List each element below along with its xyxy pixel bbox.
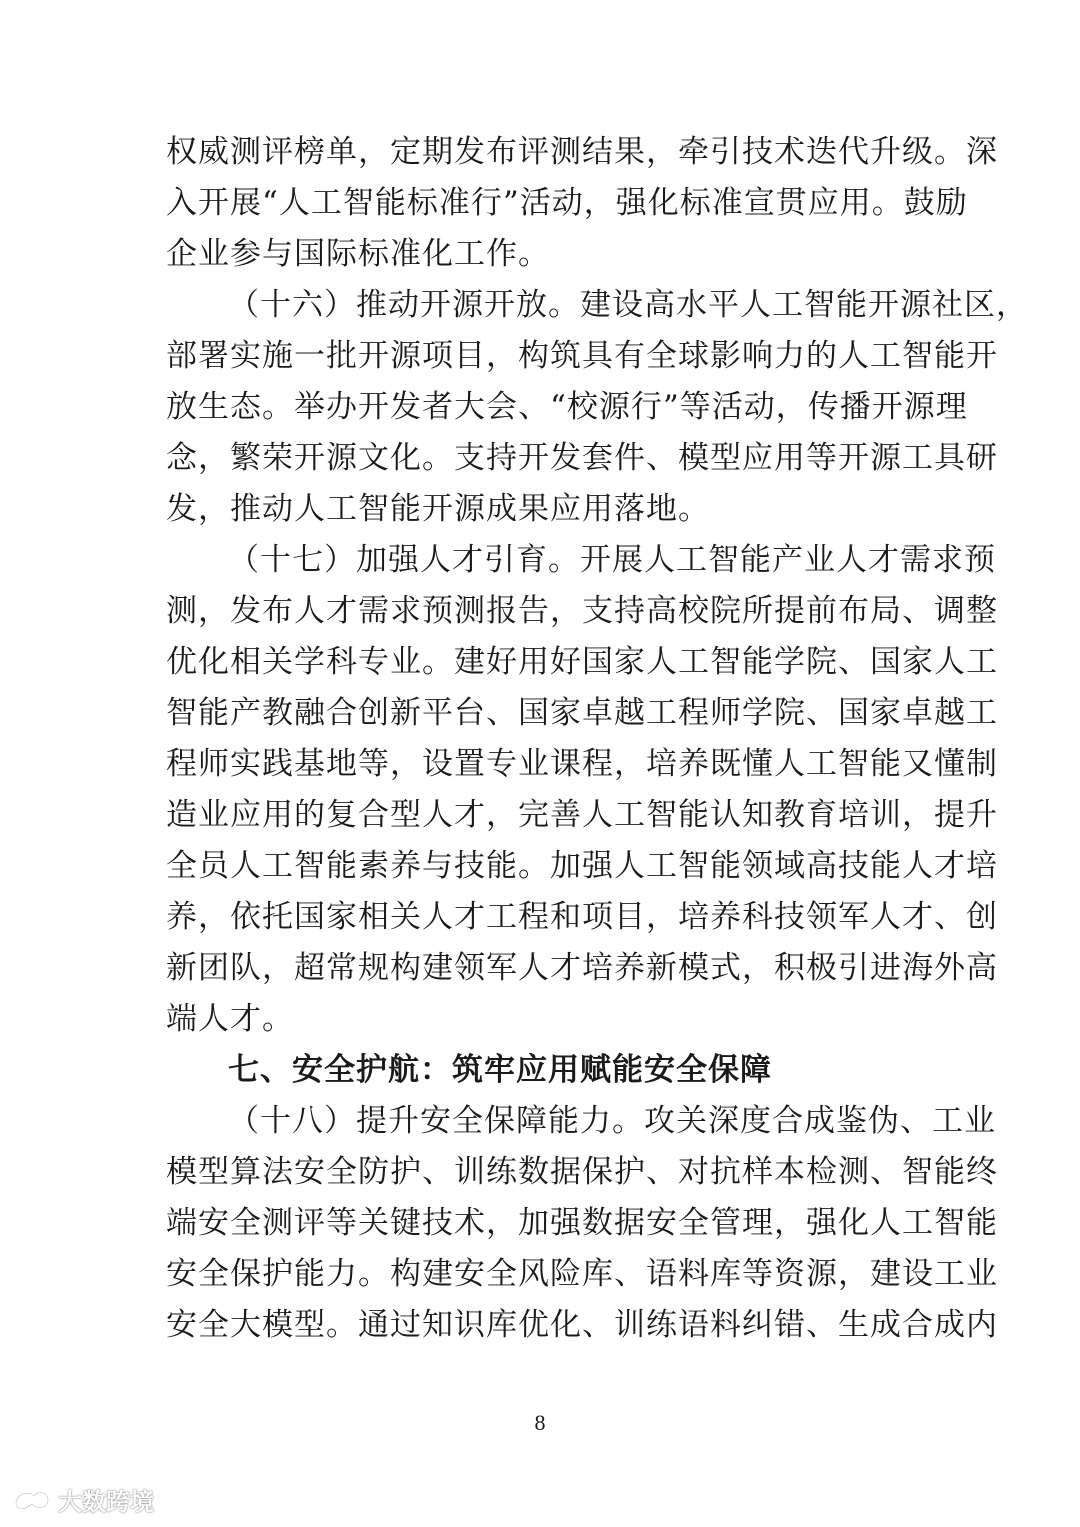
text-line: 全员人工智能素养与技能。加强人工智能领域高技能人才培 xyxy=(166,848,998,884)
text-line: 模型算法安全防护、训练数据保护、对抗样本检测、智能终 xyxy=(166,1154,998,1190)
text-line: 养，依托国家相关人才工程和项目，培养科技领军人才、创 xyxy=(166,899,998,935)
text-line: 入开展“人工智能标准行”活动，强化标准宣贯应用。鼓励 xyxy=(166,185,968,221)
text-line: 发，推动人工智能开源成果应用落地。 xyxy=(166,491,710,527)
text-line: 放生态。举办开发者大会、“校源行”等活动，传播开源理 xyxy=(166,389,968,425)
text-line: 念，繁荣开源文化。支持开发套件、模型应用等开源工具研 xyxy=(166,440,998,476)
document-body xyxy=(166,127,1028,1351)
text-line: 安全大模型。通过知识库优化、训练语料纠错、生成合成内 xyxy=(166,1307,998,1343)
text-line: 测，发布人才需求预测报告，支持高校院所提前布局、调整 xyxy=(166,593,998,629)
text-line: 智能产教融合创新平台、国家卓越工程师学院、国家卓越工 xyxy=(166,695,998,731)
text-line: 端安全测评等关键技术，加强数据安全管理，强化人工智能 xyxy=(166,1205,998,1241)
chapter-7-heading: 七、安全护航：筑牢应用赋能安全保障 xyxy=(228,1052,772,1088)
text-line: 安全保护能力。构建安全风险库、语料库等资源，建设工业 xyxy=(166,1256,998,1292)
text-line: 权威测评榜单，定期发布评测结果，牵引技术迭代升级。深 xyxy=(166,134,998,170)
page-number: 8 xyxy=(534,1410,546,1435)
section-16-heading-line: （十六）推动开源开放。建设高水平人工智能开源社区， xyxy=(228,287,1028,323)
section-18-heading-line: （十八）提升安全保障能力。攻关深度合成鉴伪、工业 xyxy=(228,1103,996,1139)
text-line: 部署实施一批开源项目，构筑具有全球影响力的人工智能开 xyxy=(166,338,998,374)
watermark xyxy=(12,1482,154,1517)
text-line: 程师实践基地等，设置专业课程，培养既懂人工智能又懂制 xyxy=(166,746,998,782)
text-line: 端人才。 xyxy=(166,1001,294,1037)
text-line: 企业参与国际标准化工作。 xyxy=(166,236,550,272)
text-line: 造业应用的复合型人才，完善人工智能认知教育培训，提升 xyxy=(166,797,998,833)
section-17-heading-line: （十七）加强人才引育。开展人工智能产业人才需求预 xyxy=(228,542,996,578)
text-line: 新团队，超常规构建领军人才培养新模式，积极引进海外高 xyxy=(166,950,998,986)
text-line: 优化相关学科专业。建好用好国家人工智能学院、国家人工 xyxy=(166,644,998,680)
logo-icon xyxy=(12,1486,52,1514)
watermark-text: 大数跨境 xyxy=(58,1488,154,1516)
